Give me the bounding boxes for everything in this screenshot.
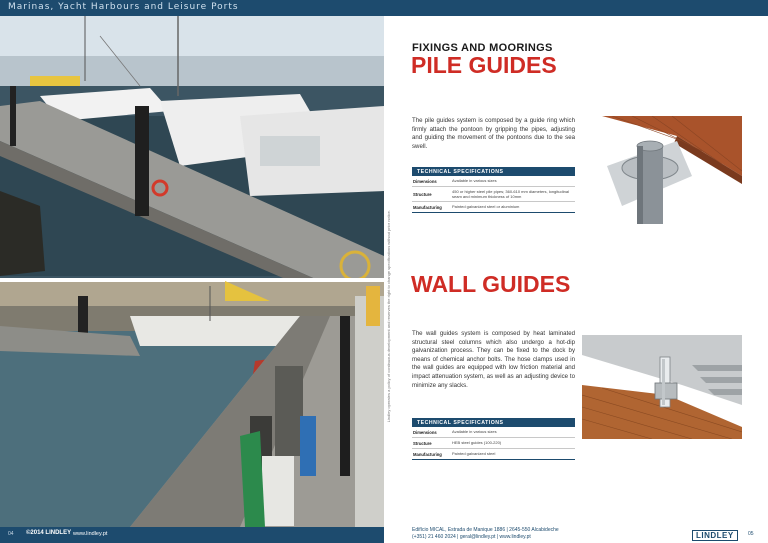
website-link[interactable]: www.lindley.pt <box>73 530 108 537</box>
spec-row-manufacturing <box>412 449 575 460</box>
spec-value: Available in various sizes <box>452 429 497 435</box>
address-line-2: (+351) 21 460 2024 | geral@lindley.pt | www.lindley.pt <box>412 534 531 540</box>
copyright: ©2014 LINDLEY <box>26 530 72 536</box>
spec-key: Structure <box>413 191 432 197</box>
wall-guide-illustration <box>582 335 742 439</box>
footer-right <box>384 527 768 543</box>
wall-guide-render <box>582 335 742 439</box>
company-address <box>412 527 559 541</box>
spec-row-dimensions <box>412 176 575 187</box>
spec-key: Dimensions <box>413 178 437 184</box>
catalog-section-title: Marinas, Yacht Harbours and Leisure Ports <box>8 2 239 12</box>
pile-guide-render <box>582 116 742 224</box>
disclaimer-text: Lindley operates a policy of continuous development and reserves the right to change specifications without prior notice. <box>386 210 391 423</box>
spec-table-header: TECHNICAL SPECIFICATIONS <box>412 418 575 427</box>
section-kicker: FIXINGS AND MOORINGS <box>412 42 553 54</box>
pile-guides-description: The pile guides system is composed by a guide ring which firmly attach the pontoon by gripping the pipes, adjusting and guiding the movement of the pontoons due to the sea swell. <box>412 117 575 150</box>
marina-photo-illustration <box>0 16 384 527</box>
top-banner <box>0 0 768 16</box>
spec-key: Manufacturing <box>413 204 442 210</box>
marina-photos <box>0 16 384 527</box>
spec-table-header: TECHNICAL SPECIFICATIONS <box>412 167 575 176</box>
pile-guide-illustration <box>582 116 742 224</box>
address-line-1: Edifício MICAL, Estrada de Manique 1886 | 2645-550 Alcabideche <box>412 527 559 533</box>
spec-row-dimensions <box>412 427 575 438</box>
spec-value: Painted galvanized steel <box>452 451 496 457</box>
spec-row-manufacturing <box>412 202 575 213</box>
wall-guides-title: WALL GUIDES <box>411 271 571 297</box>
disclaimer-vertical <box>384 210 396 520</box>
lindley-logo <box>692 530 738 541</box>
logo-text: LINDLEY <box>696 531 734 540</box>
pile-guides-spec-table <box>412 167 575 213</box>
spec-row-structure <box>412 438 575 449</box>
footer-left <box>0 527 384 543</box>
pile-guides-title: PILE GUIDES <box>411 52 557 78</box>
spec-key: Structure <box>413 440 432 446</box>
page-number-left: 04 <box>8 531 14 537</box>
spec-value: 450 or higher steel pile pipes; 360-610 mm diameters, longitudinal seam and minimum thickness of 10mm <box>452 188 569 199</box>
spec-value: Painted galvanized steel or aluminium <box>452 204 520 210</box>
spec-key: Manufacturing <box>413 451 442 457</box>
wall-guides-description: The wall guides system is composed by heat laminated structural steel columns which also undergo a hot-dip galvanization process. They can be fixed to the dock by means of chemical anchor bolts. The hose clamps used in the wall guides are equipped with low friction material and impact attenuation system, as well as an adjusting device to minimize any slacks. <box>412 330 575 389</box>
page-number-right: 05 <box>748 531 754 537</box>
spec-row-structure <box>412 187 575 202</box>
spec-value: Available in various sizes <box>452 178 497 184</box>
wall-guides-spec-table <box>412 418 575 460</box>
spec-key: Dimensions <box>413 429 437 435</box>
spec-value: HEB steel guides (100-220) <box>452 440 502 446</box>
